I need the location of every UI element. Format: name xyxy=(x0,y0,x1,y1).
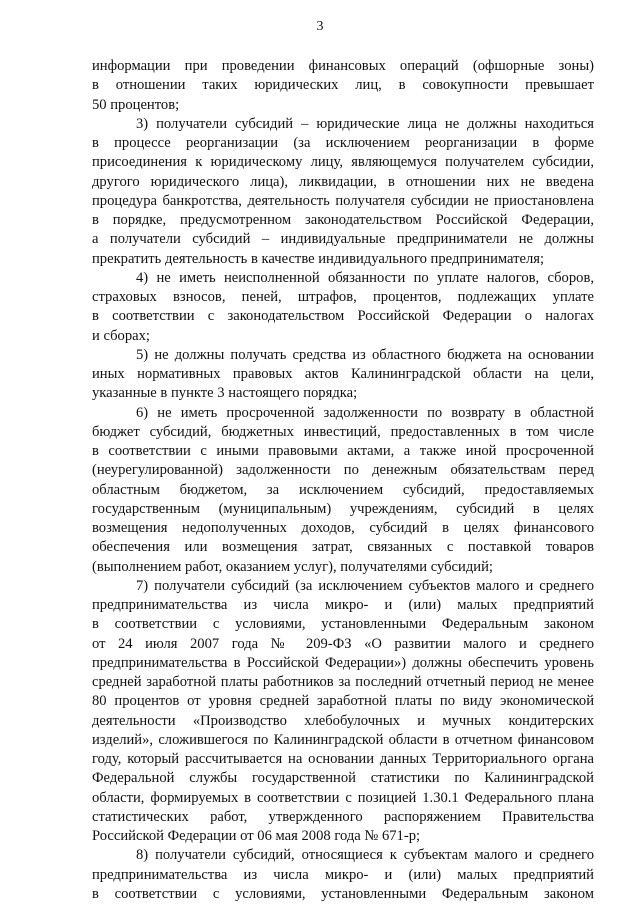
page-number: 3 xyxy=(316,19,324,34)
text-line: другого юридического лица), ликвидации, в отношении них не введена xyxy=(92,173,594,190)
text-line: информации при проведении финансовых операций (офшорные зоны) xyxy=(92,58,594,74)
document-body xyxy=(92,57,594,904)
text-line: изделий», сложившегося по Калининградской области в отчетном финансовом xyxy=(92,731,594,748)
text-line: указанные в пункте 3 настоящего порядка; xyxy=(92,385,358,402)
text-line: и сборах; xyxy=(92,327,150,344)
text-line: предпринимательства из числа микро- и (или) малых предприятий xyxy=(92,866,594,883)
text-line: в соответствии с законодательством Российской Федерации о налогах xyxy=(92,308,594,325)
text-line: 7) получатели субсидий (за исключением субъектов малого и среднего xyxy=(136,577,594,594)
text-line: в соответствии с условиями, установленными Федеральным законом xyxy=(92,885,594,902)
text-line: области, формируемых в соответствии с позицией 1.30.1 Федерального плана xyxy=(92,789,594,806)
text-line: 5) не должны получать средства из областного бюджета на основании xyxy=(136,346,594,363)
text-line: присоединения к юридическому лицу, являющемуся получателем субсидии, xyxy=(92,154,594,171)
text-line: возмещения недополученных доходов, субсидий в целях финансового xyxy=(92,520,594,536)
text-line: от 24 июля 2007 года № 209-ФЗ «О развитии малого и среднего xyxy=(92,635,594,652)
text-line: в процессе реорганизации (за исключением реорганизации в форме xyxy=(92,135,594,151)
text-line: предпринимательства в Российской Федерации») должны обеспечить уровень xyxy=(92,654,594,671)
text-line: Российской Федерации от 06 мая 2008 года № 671-р; xyxy=(92,828,421,844)
paragraph xyxy=(92,57,594,115)
paragraph xyxy=(92,115,594,269)
text-line: в отношении таких юридических лиц, в совокупности превышает xyxy=(92,77,594,94)
text-line: средней заработной платы работников за последний отчетный период не менее xyxy=(92,674,594,690)
text-line: предпринимательства из числа микро- и (или) малых предприятий xyxy=(92,597,594,613)
text-line: 3) получатели субсидий – юридические лица не должны находиться xyxy=(136,115,594,132)
text-line: иных нормативных правовых актов Калининградской области на цели, xyxy=(92,366,594,382)
text-line: 4) не иметь неисполненной обязанности по уплате налогов, сборов, xyxy=(136,269,594,286)
text-line: в соответствии с условиями, установленными Федеральным законом xyxy=(92,616,594,633)
text-line: процедура банкротства, деятельность получателя субсидии не приостановлена xyxy=(92,192,594,209)
text-line: статистических работ, утвержденного распоряжением Правительства xyxy=(92,808,594,825)
paragraph xyxy=(92,404,594,577)
text-line: в соответствии с иными правовыми актами, а также иной просроченной xyxy=(92,443,594,459)
text-line: деятельности «Производство хлебобулочных и мучных кондитерских xyxy=(92,712,594,729)
text-line: (выполнением работ, оказанием услуг), получателями субсидий; xyxy=(92,558,493,575)
paragraph xyxy=(92,269,594,346)
text-line: государственным (муниципальным) учреждениям, субсидий в целях xyxy=(92,500,594,517)
text-line: 8) получатели субсидий, относящиеся к субъектам малого и среднего xyxy=(136,847,594,864)
text-line: областным бюджетом, за исключением субсидий, предоставляемых xyxy=(92,481,594,498)
paragraph xyxy=(92,846,594,904)
text-line: 50 процентов; xyxy=(92,96,180,113)
text-line: обеспечения или возмещения затрат, связанных с поставкой товаров xyxy=(92,539,594,556)
text-line: году, который рассчитывается на основании данных Территориального органа xyxy=(92,751,594,767)
paragraph xyxy=(92,577,594,847)
text-line: Федеральной службы государственной статистики по Калининградской xyxy=(92,770,594,787)
text-line: прекратить деятельность в качестве индивидуального предпринимателя; xyxy=(92,250,545,267)
text-line: 6) не иметь просроченной задолженности по возврату в областной xyxy=(136,404,594,421)
text-line: а получатели субсидий – индивидуальные предприниматели не должны xyxy=(92,231,594,248)
paragraph xyxy=(92,346,594,404)
text-line: бюджет субсидий, бюджетных инвестиций, предоставленных в том числе xyxy=(92,423,594,440)
text-line: в порядке, предусмотренном законодательством Российской Федерации, xyxy=(92,212,594,228)
text-line: 80 процентов от уровня средней заработной платы по виду экономической xyxy=(92,693,594,710)
text-line: (неурегулированной) задолженности по денежным обязательствам перед xyxy=(92,462,594,479)
text-line: страховых взносов, пеней, штрафов, процентов, подлежащих уплате xyxy=(92,289,594,305)
